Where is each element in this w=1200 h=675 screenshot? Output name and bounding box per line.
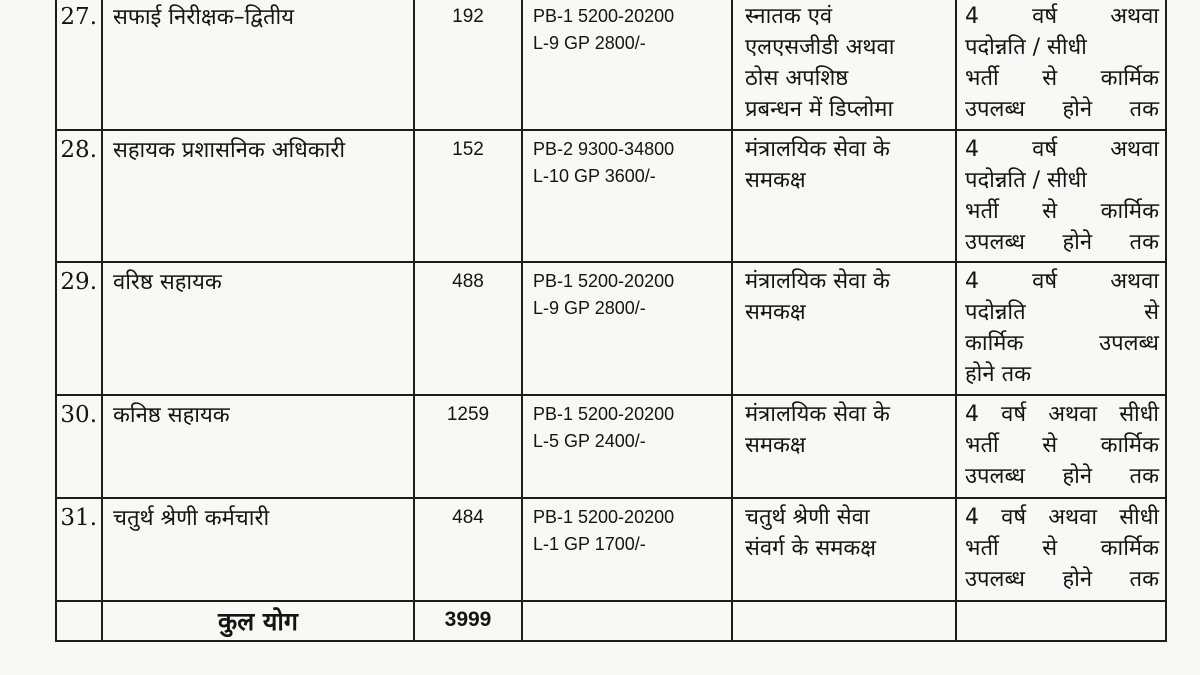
empty-cell <box>732 601 956 641</box>
post-count: 192 <box>414 0 522 130</box>
qualification-line: समकक्ष <box>745 168 806 193</box>
post-name: वरिष्ठ सहायक <box>102 262 414 395</box>
period <box>956 395 1166 498</box>
qualification <box>732 498 956 601</box>
qualification-line: समकक्ष <box>745 300 806 325</box>
qualification-line: चतुर्थ श्रेणी सेवा <box>745 505 870 530</box>
pay-band: PB-1 5200-20200 <box>533 6 675 26</box>
post-count: 488 <box>414 262 522 395</box>
period-line: उपलब्ध होने तक <box>965 464 1159 489</box>
period-line: पदोन्नति / सीधी <box>965 168 1087 193</box>
empty-cell <box>56 601 102 641</box>
post-name: सहायक प्रशासनिक अधिकारी <box>102 130 414 262</box>
period-line: भर्ती से कार्मिक <box>965 433 1159 458</box>
period <box>956 130 1166 262</box>
period-line: 4 वर्ष अथवा <box>965 137 1159 162</box>
pay-level: L-9 GP 2800/- <box>533 33 646 53</box>
pay-scale <box>522 262 732 395</box>
period-line: 4 वर्ष अथवा सीधी <box>965 505 1159 530</box>
pay-scale <box>522 0 732 130</box>
qualification-line: मंत्रालयिक सेवा के <box>745 402 890 427</box>
period-line: उपलब्ध होने तक <box>965 97 1159 122</box>
period-line: 4 वर्ष अथवा <box>965 4 1159 29</box>
pay-scale <box>522 130 732 262</box>
qualification <box>732 0 956 130</box>
total-value: 3999 <box>414 601 522 641</box>
pay-level: L-10 GP 3600/- <box>533 166 656 186</box>
qualification <box>732 262 956 395</box>
pay-scale <box>522 395 732 498</box>
pay-band: PB-1 5200-20200 <box>533 271 675 291</box>
qualification-line: मंत्रालयिक सेवा के <box>745 137 890 162</box>
serial-number: 27. <box>56 0 102 130</box>
period-line: भर्ती से कार्मिक <box>965 536 1159 561</box>
table-row <box>56 130 1166 262</box>
table-row <box>56 395 1166 498</box>
period-line: पदोन्नति से <box>965 300 1159 325</box>
posts-table <box>55 0 1167 642</box>
period-line: उपलब्ध होने तक <box>965 567 1159 592</box>
pay-band: PB-2 9300-34800 <box>533 139 675 159</box>
post-name: चतुर्थ श्रेणी कर्मचारी <box>102 498 414 601</box>
qualification-line: ठोस अपशिष्ठ <box>745 66 849 91</box>
table-row <box>56 262 1166 395</box>
serial-number: 29. <box>56 262 102 395</box>
serial-number: 30. <box>56 395 102 498</box>
qualification-line: संवर्ग के समकक्ष <box>745 536 877 561</box>
period-line: भर्ती से कार्मिक <box>965 66 1159 91</box>
empty-cell <box>956 601 1166 641</box>
total-row <box>56 601 1166 641</box>
qualification-line: एलएसजीडी अथवा <box>745 35 895 60</box>
serial-number: 31. <box>56 498 102 601</box>
pay-level: L-9 GP 2800/- <box>533 298 646 318</box>
post-count: 152 <box>414 130 522 262</box>
period-line: उपलब्ध होने तक <box>965 230 1159 255</box>
pay-scale <box>522 498 732 601</box>
period-line: पदोन्नति / सीधी <box>965 35 1087 60</box>
post-count: 1259 <box>414 395 522 498</box>
table-row <box>56 498 1166 601</box>
qualification-line: समकक्ष <box>745 433 806 458</box>
serial-number: 28. <box>56 130 102 262</box>
qualification <box>732 130 956 262</box>
pay-level: L-1 GP 1700/- <box>533 534 646 554</box>
qualification-line: मंत्रालयिक सेवा के <box>745 269 890 294</box>
pay-band: PB-1 5200-20200 <box>533 404 675 424</box>
qualification-line: प्रबन्धन में डिप्लोमा <box>745 97 894 122</box>
empty-cell <box>522 601 732 641</box>
pay-band: PB-1 5200-20200 <box>533 507 675 527</box>
period-line: भर्ती से कार्मिक <box>965 199 1159 224</box>
period <box>956 498 1166 601</box>
period <box>956 262 1166 395</box>
post-name: कनिष्ठ सहायक <box>102 395 414 498</box>
total-label: कुल योग <box>102 601 414 641</box>
table-row <box>56 0 1166 130</box>
period-line: कार्मिक उपलब्ध <box>965 331 1159 356</box>
qualification <box>732 395 956 498</box>
qualification-line: स्नातक एवं <box>745 4 833 29</box>
pay-level: L-5 GP 2400/- <box>533 431 646 451</box>
period-line: 4 वर्ष अथवा सीधी <box>965 402 1159 427</box>
period-line: 4 वर्ष अथवा <box>965 269 1159 294</box>
post-count: 484 <box>414 498 522 601</box>
period <box>956 0 1166 130</box>
period-line: होने तक <box>965 362 1032 387</box>
post-name: सफाई निरीक्षक–द्वितीय <box>102 0 414 130</box>
